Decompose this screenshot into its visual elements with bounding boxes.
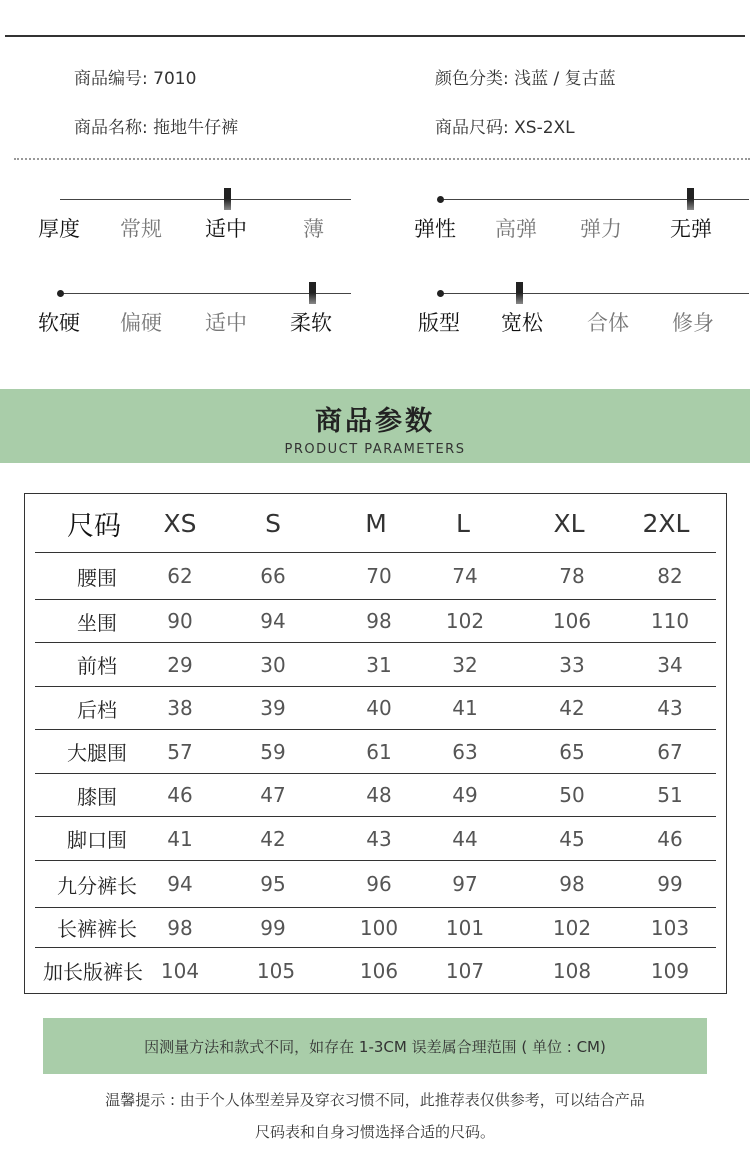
item-number-label: 商品编号:: [74, 69, 148, 89]
scale-marker: [516, 282, 523, 304]
scale-title: 厚度: [38, 217, 80, 241]
scale-option: 弹力: [580, 217, 622, 241]
measurement-note: 因测量方法和款式不同，如存在 1-3CM 误差属合理范围 ( 单位 : CM): [43, 1018, 707, 1074]
scale-title: 软硬: [38, 311, 80, 335]
table-cell: 90: [167, 609, 193, 633]
table-cell: 38: [167, 696, 193, 720]
banner-title-cn: 商品参数: [315, 406, 435, 437]
table-cell: 43: [657, 696, 683, 720]
table-cell: 40: [366, 696, 392, 720]
color-category-label: 颜色分类:: [435, 69, 509, 89]
color-category: [435, 64, 616, 89]
table-cell: 33: [559, 652, 585, 677]
table-cell: 48: [366, 783, 392, 807]
table-cell: 67: [657, 739, 683, 764]
table-cell: 62: [167, 564, 193, 588]
product-parameters-banner: [0, 389, 750, 463]
scale-start-dot: [437, 196, 444, 203]
table-cell: 59: [260, 739, 286, 764]
table-cell: 65: [559, 739, 585, 764]
header-cell: XL: [553, 508, 585, 538]
table-cell: 61: [366, 739, 392, 764]
table-cell: 94: [167, 872, 193, 896]
item-name-value: 拖地牛仔裤: [153, 118, 239, 138]
row-label: 坐围: [77, 610, 117, 635]
table-cell: 99: [260, 915, 286, 940]
scale-track: [440, 199, 749, 200]
table-cell: 102: [552, 915, 592, 940]
tip-line-1: 温馨提示 : 由于个人体型差异及穿衣习惯不同，此推荐表仅供参考，可以结合产品: [105, 1091, 645, 1109]
header-cell: XS: [163, 508, 197, 538]
scale-track: [60, 199, 351, 200]
row-label: 加长版裤长: [43, 960, 143, 984]
dotted-divider: [14, 158, 750, 160]
table-cell: 82: [657, 564, 683, 588]
table-row: [35, 600, 716, 643]
header-cell: L: [456, 508, 470, 538]
header-cell: 尺码: [67, 510, 121, 542]
table-row: [35, 643, 716, 687]
table-cell: 101: [445, 915, 485, 940]
scale-track: [60, 293, 351, 294]
table-cell: 103: [650, 915, 690, 940]
table-cell: 110: [650, 609, 690, 633]
table-cell: 31: [366, 652, 392, 677]
table-cell: 100: [359, 915, 399, 940]
table-cell: 70: [366, 564, 392, 588]
table-cell: 66: [260, 564, 286, 588]
scale-elasticity: [414, 199, 749, 259]
table-cell: 74: [452, 564, 478, 588]
row-label: 腰围: [77, 565, 117, 590]
row-label: 后档: [77, 697, 117, 722]
item-size-value: XS-2XL: [514, 118, 575, 138]
scale-marker: [224, 188, 231, 210]
table-row: [35, 908, 716, 948]
table-row: [35, 817, 716, 861]
table-cell: 47: [260, 783, 286, 807]
item-name-label: 商品名称:: [74, 118, 148, 138]
table-row: [35, 730, 716, 774]
row-label: 长裤裤长: [57, 917, 137, 941]
scale-option: 偏硬: [120, 311, 162, 335]
top-divider: [5, 35, 745, 37]
header-cell: 2XL: [642, 508, 690, 538]
table-cell: 45: [559, 826, 585, 851]
scale-option: 适中: [205, 311, 247, 335]
row-label: 大腿围: [67, 741, 127, 765]
scale-fit: [418, 293, 749, 353]
tip-line-2: 尺码表和自身习惯选择合适的尺码。: [254, 1123, 495, 1141]
scale-option: 合体: [587, 311, 629, 335]
table-cell: 41: [452, 696, 478, 720]
table-header-row: [35, 494, 716, 553]
scale-marker: [687, 188, 694, 210]
scale-start-dot: [57, 290, 64, 297]
table-cell: 29: [167, 652, 193, 677]
scale-option-selected: 柔软: [290, 311, 332, 335]
scale-option-selected: 适中: [205, 217, 247, 241]
table-cell: 99: [657, 872, 683, 896]
table-cell: 106: [552, 609, 592, 633]
size-table: [24, 493, 727, 994]
table-cell: 104: [160, 958, 200, 983]
table-cell: 30: [260, 652, 286, 677]
item-number-value: 7010: [153, 69, 197, 89]
item-size: [435, 113, 575, 138]
table-cell: 98: [366, 609, 392, 633]
table-cell: 49: [452, 783, 478, 807]
table-cell: 43: [366, 826, 392, 851]
table-cell: 42: [559, 696, 585, 720]
table-cell: 109: [650, 958, 690, 983]
row-label: 膝围: [77, 784, 117, 809]
row-label: 前档: [77, 654, 117, 678]
table-row: [35, 948, 716, 993]
table-cell: 63: [452, 739, 478, 764]
item-name: [74, 113, 238, 138]
table-cell: 108: [552, 958, 592, 983]
table-cell: 97: [452, 872, 478, 896]
table-cell: 102: [445, 609, 485, 633]
scale-option: 常规: [120, 217, 162, 241]
row-label: 脚口围: [67, 828, 127, 852]
header-cell: M: [365, 508, 387, 538]
table-cell: 95: [260, 872, 286, 896]
table-cell: 50: [559, 783, 585, 807]
scale-option: 高弹: [495, 217, 537, 241]
item-number: [74, 64, 196, 89]
table-row: [35, 553, 716, 600]
table-cell: 44: [452, 826, 478, 851]
scale-softness: [38, 293, 351, 353]
table-cell: 39: [260, 696, 286, 720]
table-cell: 46: [167, 783, 193, 807]
scale-option-selected: 无弹: [670, 217, 712, 241]
table-cell: 98: [559, 872, 585, 896]
table-cell: 107: [445, 958, 485, 983]
scale-start-dot: [437, 290, 444, 297]
header-cell: S: [265, 508, 281, 538]
scale-title: 版型: [418, 311, 460, 335]
scale-option: 修身: [672, 311, 714, 335]
item-size-label: 商品尺码:: [435, 118, 509, 138]
table-cell: 34: [657, 652, 683, 677]
table-row: [35, 687, 716, 730]
table-cell: 96: [366, 872, 392, 896]
table-cell: 94: [260, 609, 286, 633]
table-cell: 41: [167, 826, 193, 851]
scale-marker: [309, 282, 316, 304]
banner-title-en: PRODUCT PARAMETERS: [284, 442, 466, 457]
table-cell: 98: [167, 915, 193, 940]
table-cell: 42: [260, 826, 286, 851]
table-cell: 51: [657, 783, 683, 807]
table-row: [35, 861, 716, 908]
table-cell: 78: [559, 564, 585, 588]
table-row: [35, 774, 716, 817]
table-cell: 32: [452, 652, 478, 677]
scale-title: 弹性: [414, 217, 456, 241]
table-cell: 57: [167, 739, 193, 764]
scale-option-selected: 宽松: [501, 311, 543, 335]
row-label: 九分裤长: [57, 873, 137, 898]
scale-track: [440, 293, 749, 294]
scale-option: 薄: [303, 217, 324, 241]
table-cell: 106: [359, 958, 399, 983]
color-category-value: 浅蓝 / 复古蓝: [514, 69, 616, 89]
table-cell: 105: [256, 958, 296, 983]
scale-thickness: [38, 199, 351, 259]
table-cell: 46: [657, 826, 683, 851]
